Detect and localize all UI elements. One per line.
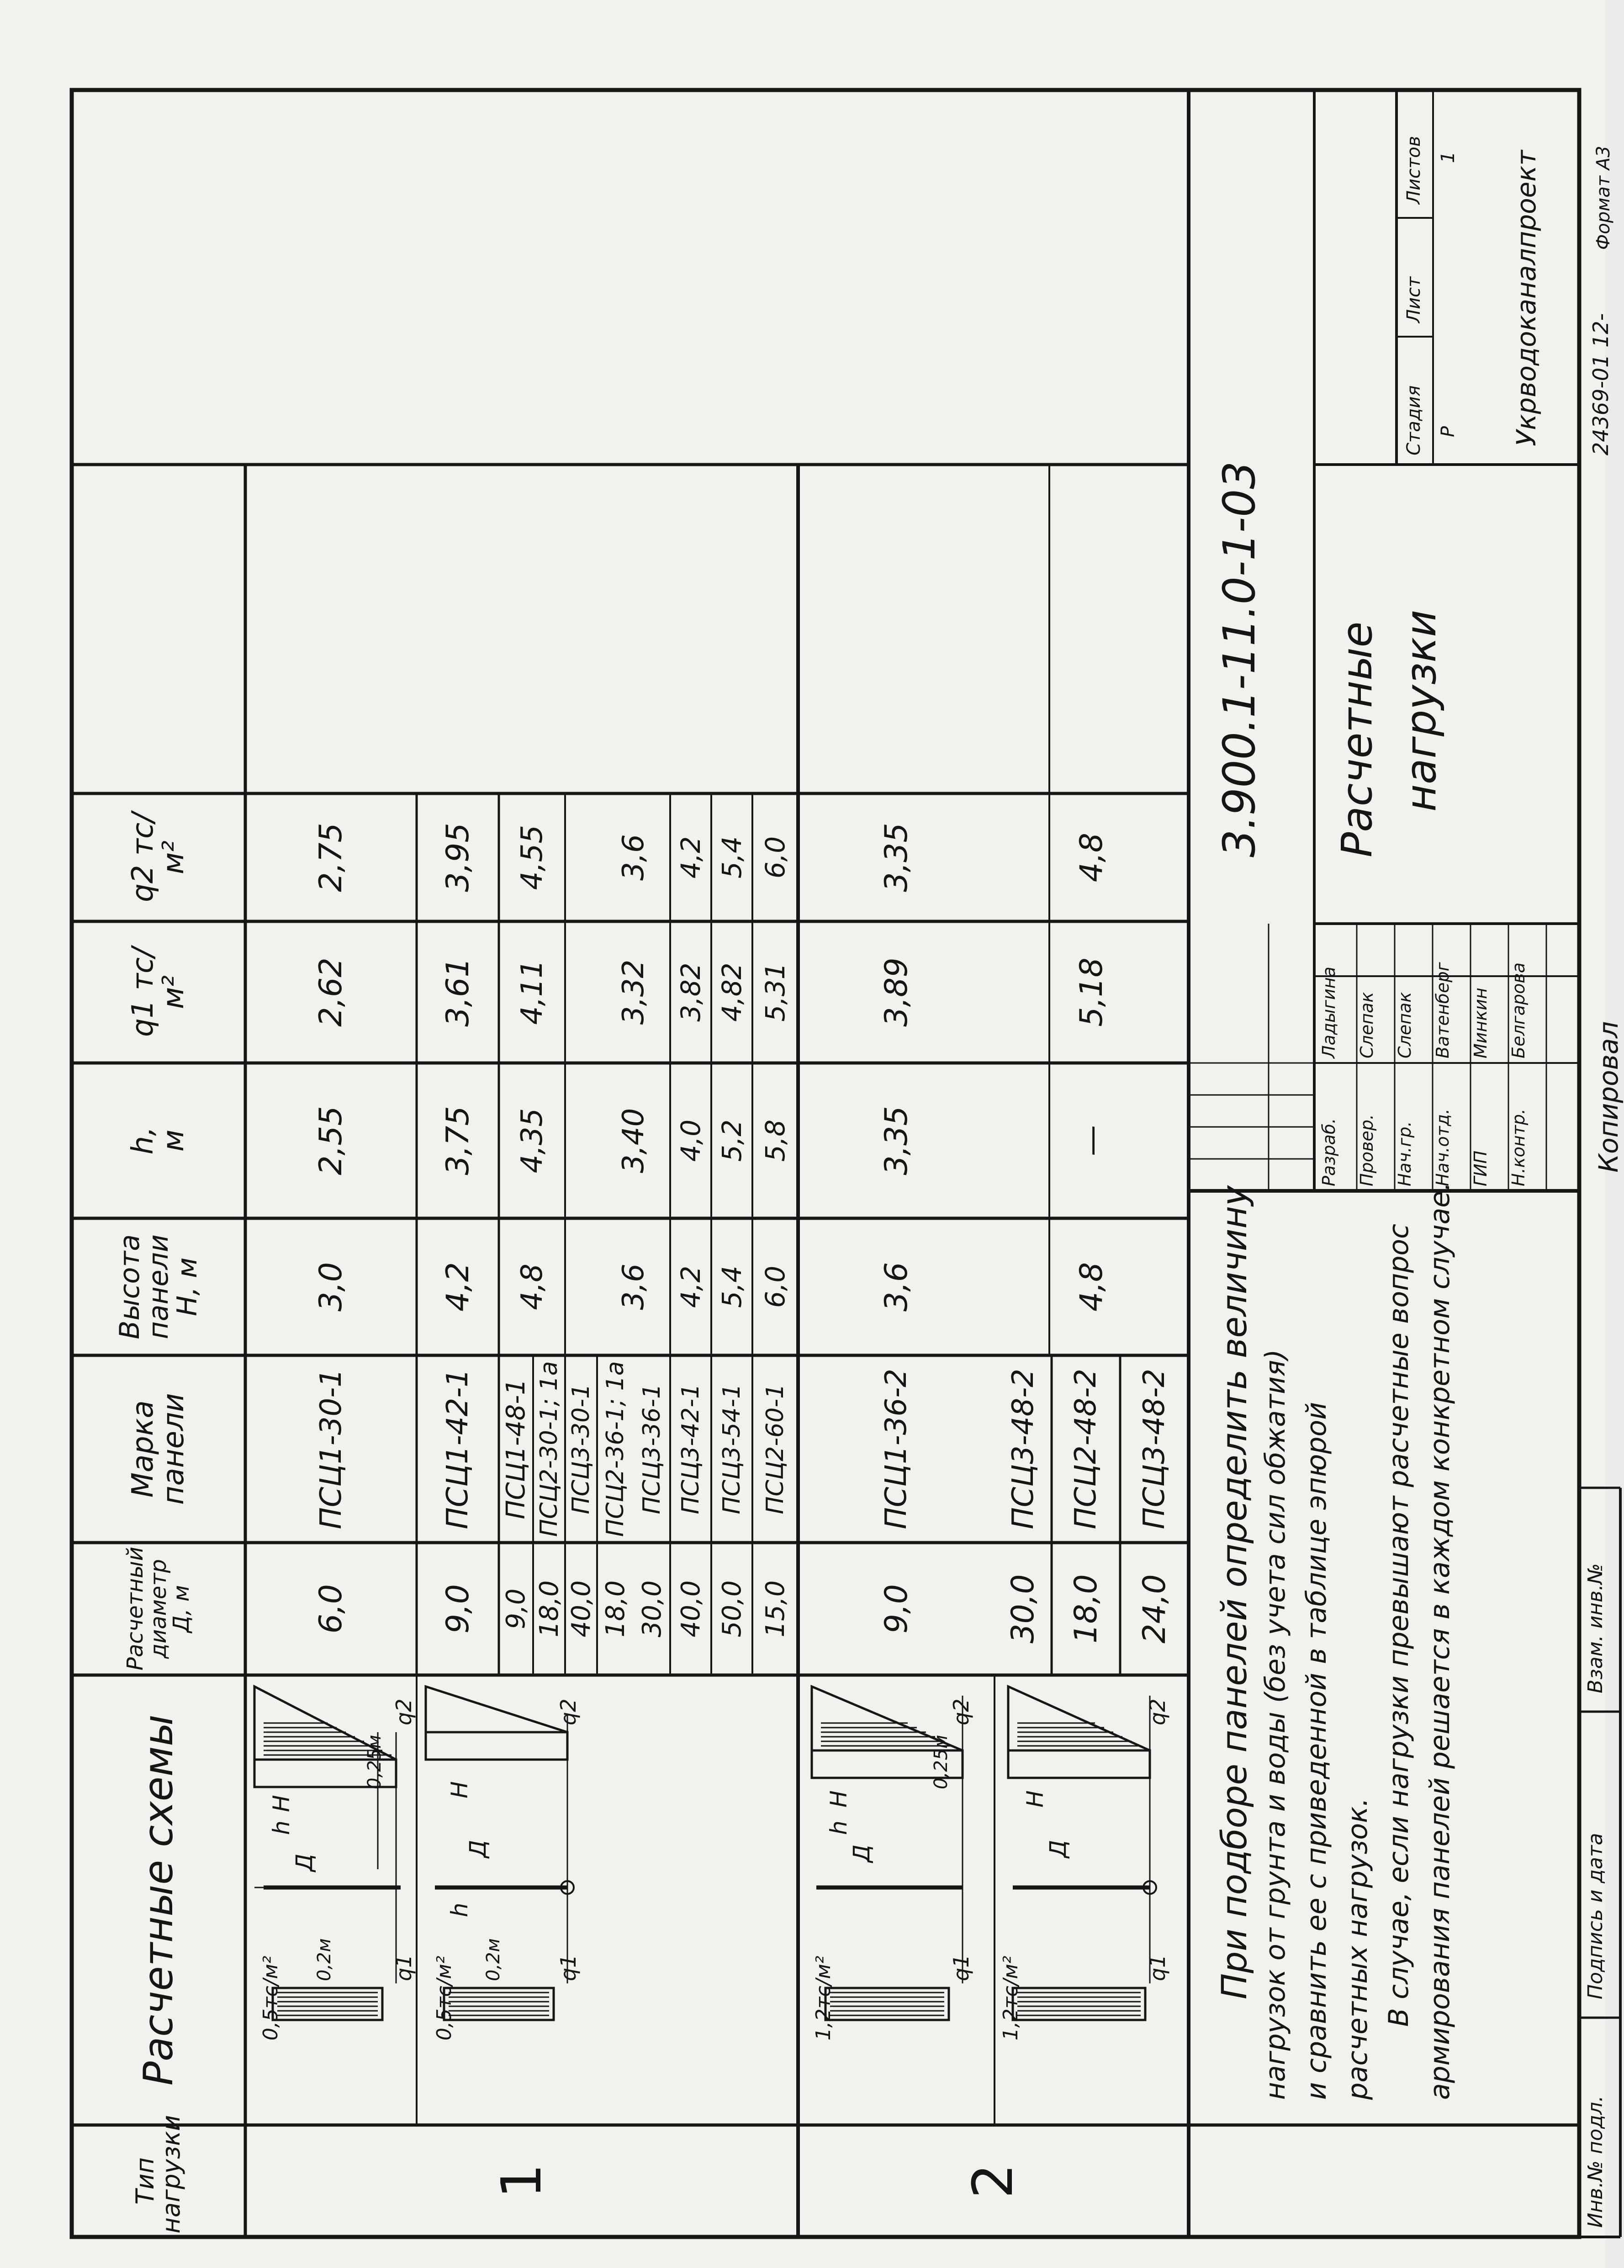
scheme-top-load: 1,2тс/м² (999, 1956, 1022, 2041)
q2-cell: 4,55 (515, 825, 549, 890)
stage-value: Р (1438, 426, 1459, 437)
header-h-label: h, м (126, 1126, 190, 1155)
stage-label: Стадия (1403, 385, 1424, 455)
vzam-label: Взам. инв.№ (1584, 1563, 1607, 1693)
h-cell: 4,0 (675, 1119, 706, 1162)
header-diameter-label: Расчетный диаметр Д, м (122, 1546, 195, 1671)
mark-cell: ПСЦ1-42-1 (441, 1369, 475, 1529)
mark-cell: ПСЦ2-30-1; 1а (535, 1361, 563, 1537)
role-4: ГИП (1471, 1150, 1491, 1186)
q1-cell: 5,18 (1074, 957, 1110, 1027)
header-schemes-label: Расчетные схемы (134, 1714, 182, 2086)
scheme-q1: q1 (556, 1954, 581, 1981)
diameter-cell: 18,0 (600, 1580, 630, 1638)
sheets-label: Листов (1403, 136, 1424, 204)
height-cell: 4,2 (439, 1262, 476, 1312)
scheme-d: Д (1045, 1840, 1071, 1858)
role-1: Провер. (1357, 1114, 1377, 1186)
name-3: Ватенберг (1433, 962, 1453, 1058)
h-cell: 3,40 (617, 1108, 651, 1174)
height-cell: 3,0 (313, 1262, 349, 1312)
q2-cell: 2,75 (313, 823, 349, 892)
format-label: Формат А3 (1593, 146, 1614, 250)
diameter-cell: 40,0 (566, 1580, 596, 1638)
scheme-top-load: 0,5тс/м² (259, 1956, 282, 2041)
scheme-q2: q2 (949, 1698, 973, 1725)
q2-cell: 3,95 (439, 823, 476, 892)
diameter-cell: 30,0 (1005, 1574, 1041, 1644)
type-1-text: 1 (490, 2163, 554, 2199)
height-cell: 3,6 (878, 1262, 915, 1312)
scheme-H: H (825, 1790, 852, 1808)
diameter-cell: 9,0 (878, 1584, 915, 1634)
q1-cell: 5,31 (760, 962, 791, 1022)
role-0: Разраб. (1319, 1118, 1339, 1186)
scheme-q1: q1 (949, 1954, 973, 1981)
diameter-cell: 15,0 (760, 1580, 790, 1638)
scheme-q2: q2 (391, 1698, 416, 1725)
scheme-d: Д (291, 1853, 317, 1871)
header-q2-label: q2 тс/м² (126, 813, 190, 902)
header-height-label: Высота панели Н, м (113, 1234, 203, 1339)
q2-cell: 3,35 (878, 823, 915, 892)
height-cell: 3,6 (617, 1264, 651, 1310)
scheme-offset: 0,2м (314, 1938, 335, 1981)
scheme-offset: 0,2м (483, 1938, 504, 1981)
scheme-bottom-offset: 0,25м (931, 1734, 952, 1789)
scheme-4 (1008, 1686, 1156, 2020)
q2-cell: 4,2 (675, 836, 706, 879)
scheme-H: H (1022, 1790, 1048, 1808)
q1-cell: 4,11 (515, 959, 549, 1025)
note-line-4: расчетных нагрузок. (1342, 1797, 1374, 2100)
header-q1-label: q1 тс/м² (126, 947, 190, 1037)
role-3: Нач.отд. (1433, 1108, 1453, 1186)
h-cell: 5,2 (716, 1119, 747, 1162)
name-5: Белгарова (1508, 962, 1529, 1058)
copied-by: Копировал (1593, 1021, 1624, 1173)
scheme-h: h (446, 1903, 473, 1917)
note-line-1: При подборе панелей определить величину (1214, 1185, 1254, 1999)
note-line-6: армирования панелей решается в каждом конкретном случае. (1424, 1182, 1456, 2100)
scheme-top-load: 0,5тс/м² (433, 1956, 456, 2041)
diameter-cell: 30,0 (637, 1580, 667, 1638)
note-line-5: В случае, если нагрузки превышают расчетные вопрос (1383, 1224, 1415, 2027)
scheme-q1: q1 (391, 1954, 416, 1981)
q1-cell: 4,82 (716, 962, 747, 1022)
mark-cell: ПСЦ2-36-1; 1а (602, 1361, 629, 1537)
mark-cell: ПСЦ3-42-1 (677, 1384, 704, 1514)
mark-cell: ПСЦ3-36-1 (638, 1384, 666, 1514)
name-4: Минкин (1471, 988, 1491, 1058)
height-cell: 5,4 (716, 1265, 747, 1308)
q2-cell: 3,6 (617, 834, 651, 881)
q1-cell: 3,89 (878, 957, 915, 1027)
mark-cell: ПСЦ3-48-2 (1137, 1369, 1171, 1529)
q1-cell: 3,82 (675, 962, 706, 1022)
note-line-3: и сравнить ее с приведенной в таблице эпюрой (1301, 1402, 1333, 2100)
scheme-H: H (268, 1795, 295, 1812)
h-cell: 3,35 (878, 1106, 915, 1175)
diameter-cell: 50,0 (717, 1580, 747, 1638)
header-type-label: Тип нагрузки (131, 2115, 185, 2234)
note-line-2: нагрузок от грунта и воды (без учета сил обжатия) (1259, 1349, 1291, 2100)
scheme-top-load: 1,2тс/м² (812, 1956, 835, 2041)
q1-cell: 3,61 (439, 957, 476, 1027)
scheme-H: H (446, 1781, 473, 1798)
diameter-cell: 18,0 (534, 1580, 564, 1638)
scheme-d: Д (465, 1840, 491, 1858)
scheme-q2: q2 (1145, 1698, 1170, 1725)
sheets-value: 1 (1438, 151, 1459, 163)
mark-cell: ПСЦ1-48-1 (501, 1379, 531, 1519)
h-cell: 4,35 (515, 1108, 549, 1174)
sheet-label: Лист (1403, 276, 1424, 323)
h-cell: 5,8 (760, 1119, 791, 1162)
mark-cell: ПСЦ1-30-1 (314, 1369, 348, 1529)
role-5: Н.контр. (1508, 1108, 1529, 1186)
q2-cell: 6,0 (760, 836, 791, 879)
diameter-cell: 6,0 (313, 1584, 349, 1634)
mark-cell: ПСЦ3-30-1 (567, 1384, 595, 1514)
rotated-drawing (72, 90, 1624, 2237)
mark-cell: ПСЦ2-48-2 (1069, 1369, 1103, 1529)
mark-cell: ПСЦ1-36-2 (879, 1369, 913, 1529)
scheme-bottom-offset: 0,25м (364, 1734, 385, 1789)
name-2: Слепак (1395, 992, 1415, 1058)
stamp-title-line-2: нагрузки (1397, 610, 1445, 812)
q1-cell: 3,32 (617, 959, 651, 1025)
scheme-h: h (268, 1820, 295, 1835)
height-cell: 6,0 (760, 1265, 791, 1308)
diameter-cell: 9,0 (439, 1584, 476, 1634)
name-1: Слепак (1357, 992, 1377, 1058)
diameter-cell: 24,0 (1136, 1574, 1173, 1644)
diameter-cell: 9,0 (501, 1588, 531, 1629)
document-code: 3.900.1-11.0-1-03 (1214, 461, 1265, 857)
role-2: Нач.гр. (1395, 1121, 1415, 1186)
q2-cell: 5,4 (716, 836, 747, 879)
q1-cell: 2,62 (313, 957, 349, 1027)
h-cell: 3,75 (439, 1106, 476, 1175)
mark-cell: ПСЦ3-48-2 (1006, 1369, 1040, 1529)
height-cell: 4,8 (515, 1264, 549, 1310)
sign-label: Подпись и дата (1584, 1833, 1607, 1999)
type-2-text: 2 (962, 2163, 1025, 2199)
scheme-q1: q1 (1145, 1954, 1170, 1981)
mark-cell: ПСЦ2-60-1 (762, 1384, 789, 1514)
mark-cell: ПСЦ3-54-1 (718, 1384, 746, 1514)
header-mark-label: Марка панели (126, 1393, 190, 1505)
stamp-title-line-1: Расчетные (1333, 621, 1381, 857)
height-cell: 4,8 (1074, 1262, 1110, 1312)
diameter-cell: 40,0 (676, 1580, 706, 1638)
organization: Укрводоканалпроект (1511, 150, 1542, 446)
height-cell: 4,2 (675, 1265, 706, 1308)
scheme-h: h (825, 1820, 852, 1835)
inv-label: Инв.№ подл. (1584, 2095, 1607, 2228)
name-0: Ладыгина (1319, 967, 1339, 1058)
diameter-cell: 18,0 (1068, 1574, 1104, 1644)
q2-cell: 4,8 (1074, 832, 1110, 883)
h-cell: — (1074, 1125, 1110, 1156)
scheme-d: Д (848, 1844, 875, 1862)
order-number: 24369-01 12- (1588, 313, 1613, 455)
scheme-q2: q2 (556, 1698, 581, 1725)
h-cell: 2,55 (313, 1106, 349, 1175)
